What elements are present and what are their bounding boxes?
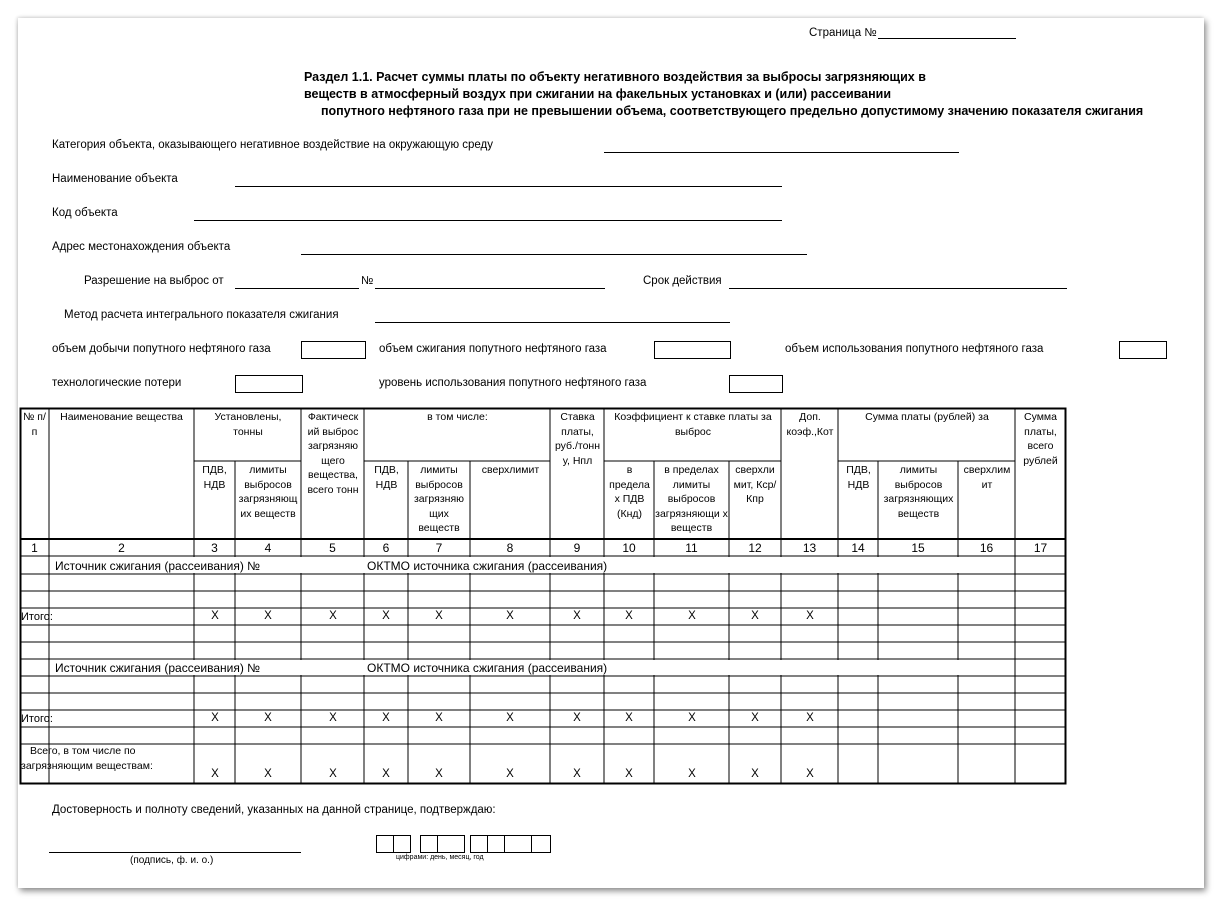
grand-total-label-line2: загрязняющим веществам: (21, 760, 153, 772)
col-group-coefficient: Коэффициент к ставке платы за выброс (614, 411, 772, 438)
x-mark: Х (382, 768, 390, 780)
col-number: 4 (264, 541, 272, 555)
x-mark: Х (329, 610, 337, 622)
x-mark: Х (435, 768, 443, 780)
confirmation-text: Достоверность и полноту сведений, указанных на данной странице, подтверждаю: (52, 804, 496, 816)
address-label: Адрес местонахождения объекта (52, 241, 231, 253)
date-caption: цифрами: день, месяц, год (396, 854, 484, 861)
section-title-line3: попутного нефтяного газа при не превышении объема, соответствующего предельно допустимому значению показателя сжигания (321, 104, 1144, 118)
signature-caption: (подпись, ф. и. о.) (130, 855, 214, 866)
col-number: 1 (31, 541, 38, 555)
validity-label: Срок действия (643, 275, 722, 287)
x-mark: Х (264, 712, 272, 724)
col-number: 2 (118, 541, 125, 555)
col-header-2: Наименование вещества (60, 411, 183, 423)
object-name-label: Наименование объекта (52, 173, 178, 185)
permit-number-label: № (361, 275, 374, 287)
col-header-12: сверхли мит, Кср/Кпр (733, 464, 777, 505)
x-mark: Х (435, 610, 443, 622)
col-number: 17 (1033, 541, 1048, 555)
section-title-line1: Раздел 1.1. Расчет суммы платы по объекту негативного воздействия за выбросы загрязняющих в (304, 70, 926, 84)
col-header-15: лимиты выбросов загрязняющих веществ (883, 464, 954, 520)
oktmo-label: ОКТМО источника сжигания (рассеивания) (367, 661, 608, 675)
source-label: Источник сжигания (рассеивания) № (55, 559, 261, 573)
page-number-label: Страница № (809, 27, 877, 39)
col-number: 12 (748, 541, 762, 555)
permit-date-label: Разрешение на выброс от (84, 275, 224, 287)
col-group-including: в том числе: (427, 411, 488, 423)
col-header-17: Сумма платы, всего рублей (1023, 411, 1058, 467)
total-label: Итого: (21, 713, 53, 725)
col-header-6: ПДВ, НДВ (374, 464, 399, 491)
x-mark: Х (382, 712, 390, 724)
col-header-9: Ставка платы, руб./тонн у, Нпл (554, 411, 601, 467)
x-mark: Х (211, 610, 219, 622)
total-label: Итого: (21, 611, 53, 623)
x-mark: Х (264, 768, 272, 780)
col-number: 13 (802, 541, 817, 555)
col-header-14: ПДВ, НДВ (846, 464, 871, 491)
col-header-7: лимиты выбросов загрязняю щих веществ (413, 464, 465, 534)
x-mark: Х (625, 610, 633, 622)
object-code-label: Код объекта (52, 207, 118, 219)
x-mark: Х (506, 712, 514, 724)
x-mark: Х (806, 768, 814, 780)
x-mark: Х (264, 610, 272, 622)
col-header-1: № п/п (23, 411, 46, 438)
col-header-13: Доп. коэф.,Кот (786, 411, 834, 438)
x-mark: Х (329, 768, 337, 780)
x-mark: Х (751, 768, 759, 780)
tech-losses-label: технологические потери (52, 377, 182, 389)
col-group-established: Установлены, тонны (214, 411, 282, 438)
source-label: Источник сжигания (рассеивания) № (55, 661, 261, 675)
col-header-4: лимиты выбросов загрязняющ их веществ (238, 464, 298, 520)
col-header-5: Фактическ ий выброс загрязняю щего вещества, всего тонн (307, 411, 359, 496)
x-mark: Х (688, 768, 696, 780)
x-mark: Х (806, 712, 814, 724)
oktmo-label: ОКТМО источника сжигания (рассеивания) (367, 559, 608, 573)
x-mark: Х (625, 712, 633, 724)
col-number: 5 (329, 541, 336, 555)
x-mark: Х (688, 610, 696, 622)
col-number: 10 (622, 541, 636, 555)
x-mark: Х (806, 610, 814, 622)
col-group-sum: Сумма платы (рублей) за (865, 411, 989, 423)
x-mark: Х (573, 768, 581, 780)
production-volume-label: объем добычи попутного нефтяного газа (52, 343, 271, 355)
category-label: Категория объекта, оказывающего негативное воздействие на окружающую среду (52, 139, 494, 151)
x-mark: Х (211, 768, 219, 780)
col-number: 8 (506, 541, 514, 555)
col-header-3: ПДВ, НДВ (202, 464, 227, 491)
col-header-11: в пределах лимиты выбросов загрязняющи х веществ (655, 464, 728, 534)
x-mark: Х (625, 768, 633, 780)
grand-total-label-line1: Всего, в том числе по (30, 745, 136, 757)
col-header-8: сверхлимит (481, 464, 540, 476)
col-number: 16 (979, 541, 994, 555)
x-mark: Х (506, 768, 514, 780)
col-number: 14 (851, 541, 865, 555)
burning-volume-label: объем сжигания попутного нефтяного газа (379, 343, 607, 355)
x-mark: Х (506, 610, 514, 622)
col-header-16: сверхлим ит (963, 464, 1011, 491)
x-mark: Х (573, 712, 581, 724)
x-mark: Х (751, 712, 759, 724)
col-number: 11 (685, 541, 698, 555)
section-title-line2: веществ в атмосферный воздух при сжигании на факельных установках и (или) рассеивании (304, 87, 892, 101)
x-mark: Х (573, 610, 581, 622)
col-number: 3 (211, 541, 218, 555)
use-level-label: уровень использования попутного нефтяного газа (379, 377, 647, 389)
col-number: 6 (382, 541, 390, 555)
col-header-10: в предела х ПДВ (Кнд) (609, 464, 650, 520)
col-number: 9 (573, 541, 581, 555)
x-mark: Х (382, 610, 390, 622)
x-mark: Х (435, 712, 443, 724)
method-label: Метод расчета интегрального показателя сжигания (64, 309, 339, 321)
x-mark: Х (688, 712, 696, 724)
x-mark: Х (211, 712, 219, 724)
x-mark: Х (751, 610, 759, 622)
x-mark: Х (329, 712, 337, 724)
use-volume-label: объем использования попутного нефтяного газа (785, 343, 1044, 355)
col-number: 7 (435, 541, 443, 555)
col-number: 15 (911, 541, 925, 555)
